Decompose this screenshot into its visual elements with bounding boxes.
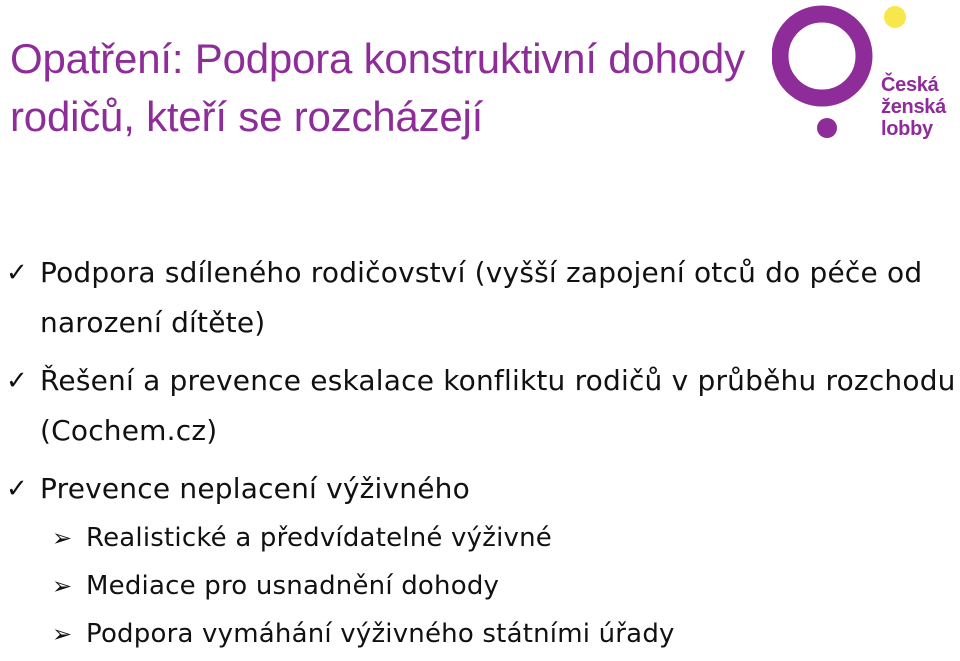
sub-bullet-text: Realistické a předvídatelné výživné: [86, 523, 552, 553]
checkmark-icon: ✓: [6, 366, 28, 396]
bullet-list: [0, 248, 960, 658]
arrow-bullet-icon: ➢: [52, 572, 73, 600]
bullet-text: Řešení a prevence eskalace konfliktu rodičů v průběhu rozchodu (Cochem.cz): [40, 364, 956, 447]
sub-bullet-item: [0, 514, 960, 562]
logo-yellow-dot: [884, 6, 906, 28]
bullet-text: Podpora sdíleného rodičovství (vyšší zapojení otců do péče od narození dítěte): [40, 256, 923, 339]
logo-ring: [780, 14, 864, 98]
slide-title: Opatření: Podpora konstruktivní dohody rodičů, kteří se rozcházejí: [10, 35, 745, 140]
sub-bullet-text: Mediace pro usnadnění dohody: [86, 571, 500, 601]
logo-purple-dot: [817, 118, 837, 138]
arrow-bullet-icon: ➢: [52, 524, 73, 552]
sub-bullet-item: [0, 610, 960, 658]
bullet-item: [0, 248, 960, 348]
bullet-item: [0, 464, 960, 514]
checkmark-icon: ✓: [6, 474, 28, 504]
sub-bullet-item: [0, 562, 960, 610]
checkmark-icon: ✓: [6, 258, 28, 288]
logo-text: Česká ženská lobby: [881, 74, 946, 140]
bullet-item: [0, 356, 960, 456]
bullet-text: Prevence neplacení výživného: [40, 472, 470, 505]
arrow-bullet-icon: ➢: [52, 620, 73, 648]
sub-bullet-text: Podpora vymáhání výživného státními úřady: [86, 619, 675, 649]
